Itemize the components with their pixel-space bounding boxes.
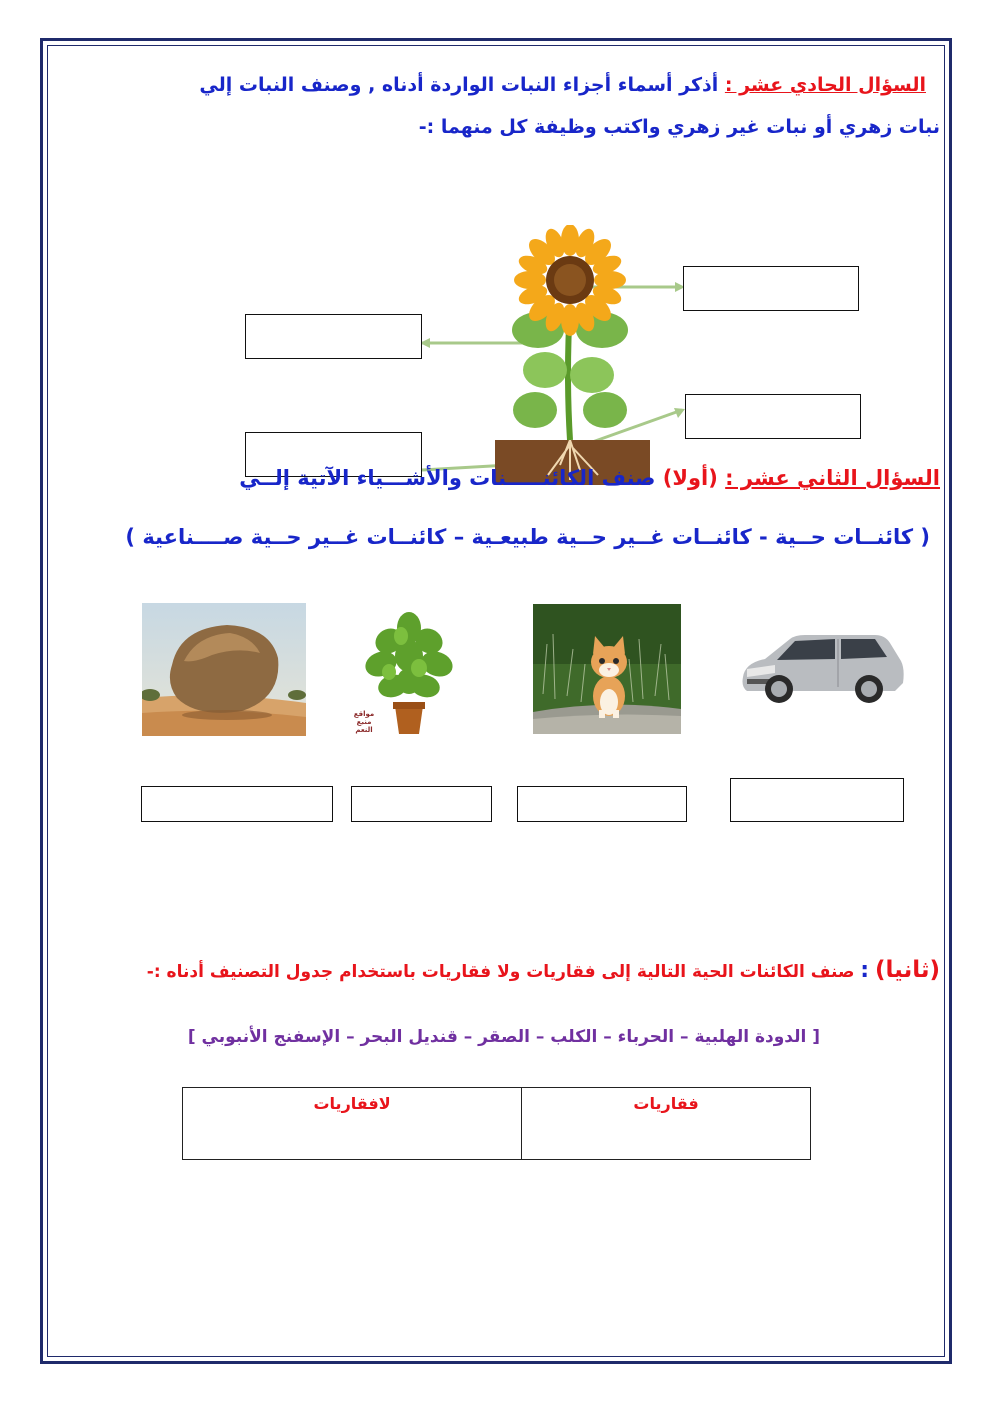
answer-box-leaf[interactable] [685, 394, 861, 439]
leaf [570, 357, 614, 393]
q12-categories: ( كائنــات حــية - كائنــات غــير حــية طبيعـية – كائنــات غــير حــية صــــناعية ) [125, 525, 930, 549]
car-image [735, 625, 907, 710]
part2-line [147, 957, 940, 983]
classification-table [182, 1087, 811, 1160]
part2-list: [ الدودة الهلبية – الحرباء – الكلب – الصقر – قنديل البحر – الإسفنج الأنبوبي ] [187, 1027, 820, 1047]
answer-box-plant[interactable] [351, 786, 492, 822]
leaf [583, 392, 627, 428]
q11-title: السؤال الحادي عشر : [724, 74, 926, 96]
q12-line1 [239, 466, 940, 490]
answer-box-car[interactable] [730, 778, 904, 822]
part2-label: (ثانيا) [875, 957, 940, 983]
part2-colon: : [860, 958, 870, 983]
answer-box-flower[interactable] [683, 266, 859, 311]
q12-part1-label: (أولا) [662, 466, 718, 490]
rock-image [142, 603, 306, 736]
q11-text1: أذكر أسماء أجزاء النبات الواردة أدناه , وصنف النبات إلي [199, 74, 719, 96]
part2-text: صنف الكائنات الحية التالية إلى فقاريات ولا فقاريات باستخدام جدول التصنيف أدناه :- [146, 962, 855, 982]
cat-image [533, 604, 681, 734]
q12-part1-text: صنف الكائنـــــنات والأشـــياء الآتية إلــي [239, 466, 656, 490]
q12-title: السؤال الثاني عشر : [725, 466, 940, 490]
flower [514, 225, 626, 336]
sunflower-diagram [420, 225, 700, 485]
q11-line1 [199, 74, 926, 96]
plant-caption: مواقع منبع النعم [353, 710, 375, 734]
col-vertebrates[interactable]: فقاريات [522, 1088, 811, 1160]
col-invertebrates[interactable]: لافقاريات [183, 1088, 522, 1160]
leaf [513, 392, 557, 428]
answer-box-stem[interactable] [245, 314, 422, 359]
answer-box-rock[interactable] [141, 786, 333, 822]
plant-image [345, 606, 473, 740]
answer-box-cat[interactable] [517, 786, 687, 822]
q11-line2: نبات زهري أو نبات غير زهري واكتب وظيفة كل منهما :- [418, 116, 940, 138]
leaf [523, 352, 567, 388]
